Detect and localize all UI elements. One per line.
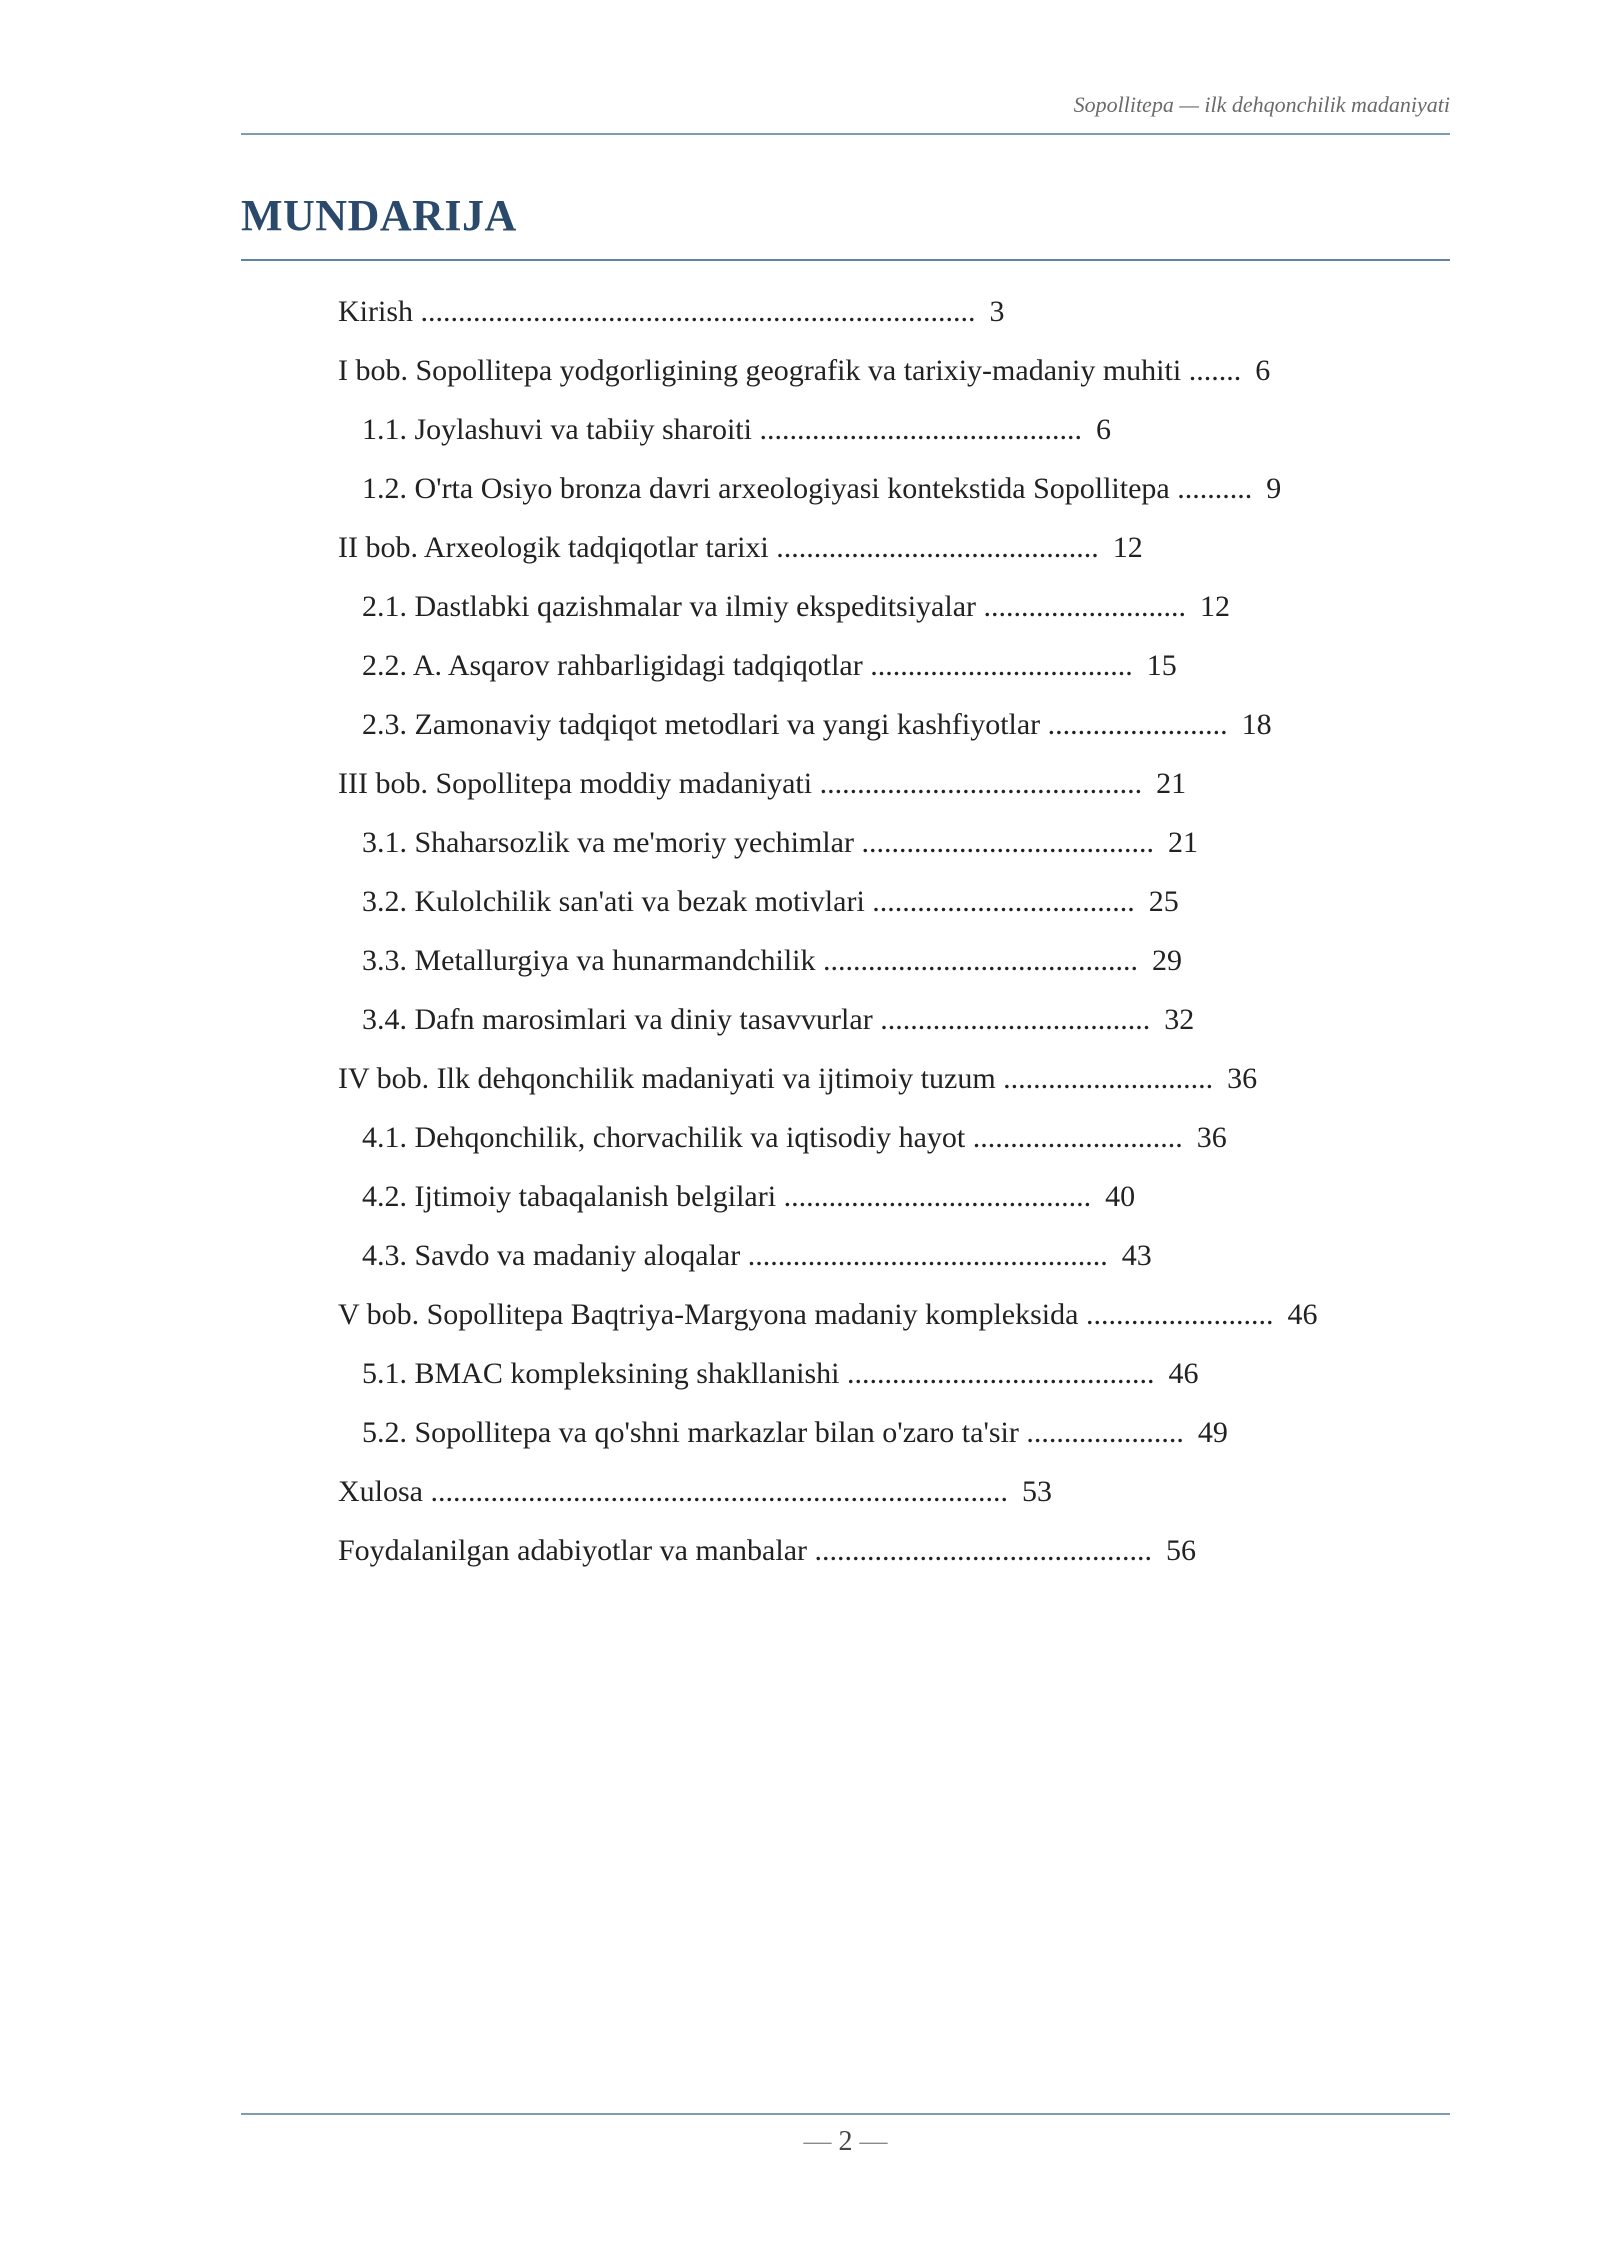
- toc-page-number: 21: [1167, 826, 1198, 859]
- toc-leader-dots: ................................................: [747, 1239, 1108, 1272]
- toc-chapter-entry[interactable]: [338, 1529, 1317, 1588]
- toc-subsection-entry[interactable]: [338, 998, 1317, 1057]
- toc-leader-dots: .........................................: [847, 1357, 1155, 1390]
- toc-page-number: 12: [1112, 531, 1143, 564]
- page-number-value: 2: [838, 2126, 853, 2157]
- toc-entry-title: 4.3. Savdo va madaniy aloqalar: [362, 1239, 741, 1272]
- toc-chapter-entry[interactable]: [338, 1057, 1317, 1116]
- toc-leader-dots: ...................................: [872, 885, 1135, 918]
- toc-page-number: 53: [1022, 1475, 1052, 1508]
- footer-rule: [241, 2113, 1450, 2115]
- title-rule: [241, 259, 1450, 261]
- toc-page-number: 49: [1197, 1416, 1228, 1449]
- toc-entry-title: 1.2. O'rta Osiyo bronza davri arxeologiyasi kontekstida Sopollitepa: [362, 472, 1170, 505]
- running-header: Sopollitepa — ilk dehqonchilik madaniyati: [1073, 92, 1450, 117]
- toc-leader-dots: ..........................................................................: [420, 295, 976, 328]
- toc-entry-title: 3.2. Kulolchilik san'ati va bezak motivlari: [362, 885, 865, 918]
- toc-subsection-entry[interactable]: [338, 585, 1317, 644]
- toc-chapter-entry[interactable]: [338, 526, 1317, 585]
- toc-page-number: 18: [1241, 708, 1272, 741]
- toc-entry-title: IV bob. Ilk dehqonchilik madaniyati va ijtimoiy tuzum: [338, 1062, 996, 1095]
- toc-subsection-entry[interactable]: [338, 644, 1317, 703]
- toc-page-number: 36: [1196, 1121, 1227, 1154]
- toc-leader-dots: .........................: [1085, 1298, 1274, 1331]
- toc-leader-dots: .........................................: [783, 1180, 1092, 1213]
- toc-entry-title: 5.1. BMAC kompleksining shakllanishi: [362, 1357, 840, 1390]
- toc-entry-title: 3.3. Metallurgiya va hunarmandchilik: [362, 944, 816, 977]
- toc-page-number: 56: [1166, 1534, 1196, 1567]
- toc-entry-title: 4.2. Ijtimoiy tabaqalanish belgilari: [362, 1180, 777, 1213]
- toc-leader-dots: .............................................: [814, 1534, 1152, 1567]
- toc-leader-dots: ...........................................: [776, 531, 1099, 564]
- toc-page-number: 15: [1146, 649, 1177, 682]
- toc-entry-title: II bob. Arxeologik tadqiqotlar tarixi: [338, 531, 769, 564]
- toc-leader-dots: .......: [1188, 354, 1242, 387]
- toc-entry-title: Xulosa: [338, 1475, 423, 1508]
- toc-subsection-entry[interactable]: [338, 1116, 1317, 1175]
- toc-page-number: 6: [1255, 354, 1271, 387]
- toc-leader-dots: .....................: [1026, 1416, 1184, 1449]
- toc-subsection-entry[interactable]: [338, 1411, 1317, 1470]
- toc-page-number: 46: [1168, 1357, 1199, 1390]
- toc-leader-dots: ..........................................: [823, 944, 1139, 977]
- toc-page-number: 40: [1105, 1180, 1136, 1213]
- toc-subsection-entry[interactable]: [338, 1352, 1317, 1411]
- toc-subsection-entry[interactable]: [338, 408, 1317, 467]
- toc-entry-title: Kirish: [338, 295, 413, 328]
- toc-page-number: 12: [1200, 590, 1231, 623]
- toc-page-number: 21: [1156, 767, 1187, 800]
- toc-subsection-entry[interactable]: [338, 1175, 1317, 1234]
- toc-page-number: 46: [1287, 1298, 1318, 1331]
- toc-subsection-entry[interactable]: [338, 880, 1317, 939]
- toc-entry-title: 2.3. Zamonaviy tadqiqot metodlari va yangi kashfiyotlar: [362, 708, 1041, 741]
- toc-leader-dots: .............................................................................: [430, 1475, 1008, 1508]
- toc-entry-title: Foydalanilgan adabiyotlar va manbalar: [338, 1534, 807, 1567]
- toc-leader-dots: ...........................................: [819, 767, 1143, 800]
- toc-entry-title: 2.2. A. Asqarov rahbarligidagi tadqiqotlar: [362, 649, 863, 682]
- toc-chapter-entry[interactable]: [338, 290, 1317, 349]
- toc-leader-dots: ...........................................: [759, 413, 1082, 446]
- toc-entry-title: 3.1. Shaharsozlik va me'moriy yechimlar: [362, 826, 854, 859]
- toc-page-number: 25: [1148, 885, 1179, 918]
- toc-leader-dots: ..........: [1177, 472, 1253, 505]
- toc-entry-title: V bob. Sopollitepa Baqtriya-Margyona madaniy kompleksida: [338, 1298, 1079, 1331]
- toc-page-number: 43: [1121, 1239, 1152, 1272]
- toc-page-number: 3: [989, 295, 1005, 328]
- toc-leader-dots: ............................: [972, 1121, 1183, 1154]
- toc-page-number: 6: [1095, 413, 1111, 446]
- header-rule: [241, 133, 1450, 135]
- toc-subsection-entry[interactable]: [338, 1234, 1317, 1293]
- toc-subsection-entry[interactable]: [338, 821, 1317, 880]
- toc-entry-title: I bob. Sopollitepa yodgorligining geografik va tarixiy-madaniy muhiti: [338, 354, 1182, 387]
- toc-leader-dots: ...........................: [983, 590, 1187, 623]
- toc-chapter-entry[interactable]: [338, 1470, 1317, 1529]
- toc-page-number: 32: [1164, 1003, 1195, 1036]
- toc-subsection-entry[interactable]: [338, 939, 1317, 998]
- toc-entry-title: 4.1. Dehqonchilik, chorvachilik va iqtisodiy hayot: [362, 1121, 966, 1154]
- toc-page-number: 9: [1266, 472, 1282, 505]
- page-number-dash-right: —: [859, 2126, 888, 2157]
- table-of-contents: [338, 290, 1317, 1588]
- toc-chapter-entry[interactable]: [338, 349, 1317, 408]
- toc-entry-title: 2.1. Dastlabki qazishmalar va ilmiy ekspeditsiyalar: [362, 590, 977, 623]
- toc-chapter-entry[interactable]: [338, 1293, 1317, 1352]
- toc-subsection-entry[interactable]: [338, 467, 1317, 526]
- toc-leader-dots: ............................: [1003, 1062, 1214, 1095]
- toc-entry-title: 1.1. Joylashuvi va tabiiy sharoiti: [362, 413, 752, 446]
- toc-leader-dots: ...................................: [870, 649, 1133, 682]
- page-number-dash-left: —: [803, 2126, 832, 2157]
- toc-page-number: 36: [1227, 1062, 1258, 1095]
- page-number: [241, 2126, 1450, 2158]
- toc-chapter-entry[interactable]: [338, 762, 1317, 821]
- toc-leader-dots: ....................................: [880, 1003, 1151, 1036]
- toc-leader-dots: .......................................: [861, 826, 1154, 859]
- toc-subsection-entry[interactable]: [338, 703, 1317, 762]
- toc-entry-title: III bob. Sopollitepa moddiy madaniyati: [338, 767, 813, 800]
- toc-title: MUNDARIJA: [241, 191, 517, 240]
- toc-entry-title: 3.4. Dafn marosimlari va diniy tasavvurlar: [362, 1003, 873, 1036]
- toc-page-number: 29: [1152, 944, 1183, 977]
- toc-leader-dots: ........................: [1047, 708, 1228, 741]
- toc-entry-title: 5.2. Sopollitepa va qo'shni markazlar bilan o'zaro ta'sir: [362, 1416, 1019, 1449]
